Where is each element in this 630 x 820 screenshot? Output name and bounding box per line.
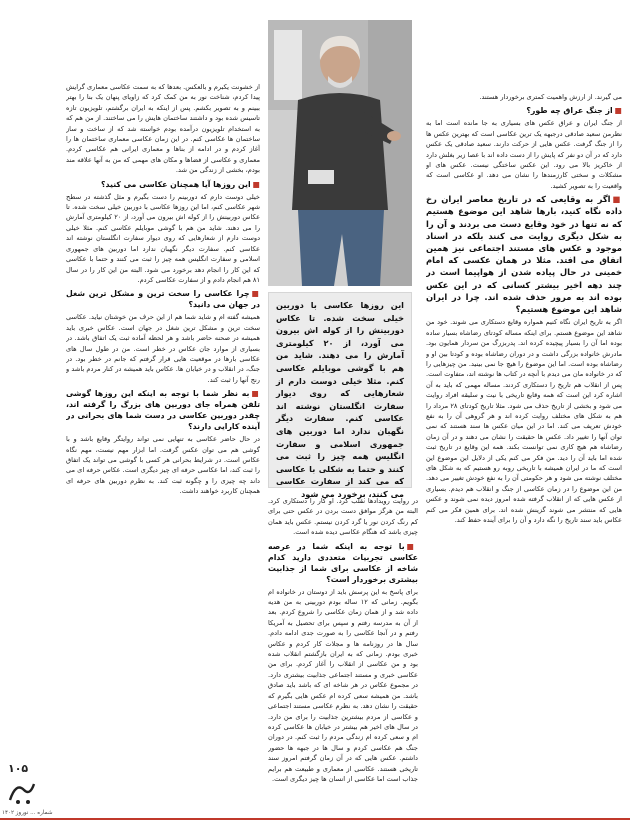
question-heading: ■با توجه به اینکه شما در عرصه عکاسی تجربیات متعددی دارید کدام شاخه از عکاسی برای شما از جذابیت بیشتری برخوردار است؟ (268, 541, 418, 584)
magazine-logo-icon (6, 776, 38, 808)
portrait-photo (268, 20, 412, 286)
paragraph: از جنگ ایران و عراق عکس های بسیاری به جا مانده است اما به نظرمن سعید صادقی درجبهه یک ترین عکاسی است که بهترین عکس ها را از جنگ گرفت. عکس هایی از حرکت دارند. سعید صادقی یک عکس دارد که در آن دو نفر که پایش را از دست داده اند با عصا زیر بغلش دارد از خاکریز بالا می رود. این عکس ساختگی نیست. عکس های او مشکلات و سختی کارزمندها را نشان می دهد. او عکاسی است که واقعیت را به تصویر کشید. (426, 119, 622, 190)
paragraph: خیلی دوست دارم که دوربینم را دست بگیرم و مثل گذشته در سطح شهر عکاسی کنم، اما این روزها عکاسی با دوربین خیلی سخت شده. تا عکاس دوربینش را از کوله اش بیرون می آورد، از ۲۰ کیلومتری آمارش را می دهند. شاید من هم با گوشی موبایلم عکاسی کنم. مثلا خیلی دوست دارم از شعارهایی که روی دیوار سفارت انگلستان نوشته اند عکاسی کنم. سفارت دیگر نگهبان ندارد اما دوربین های جمهوری اسلامی و سفارت انگلیس همه چیز را ثبت می کنند و حتما با عکاسی که این کار را انجام دهد برخورد می شود. البته من این کار را در سال ۸۱ هم انجام دادم و از سفارت عکاسی کردم. (66, 192, 260, 284)
portrait-image (268, 20, 412, 286)
paragraph: در روایت رویدادها نقلب کرد. او کار را دستکاری کرد. البته من هرگز موافق دست بردن در عکس حتی برای کم رنگ کردن نور یا گرد کردن نیستم. عکس باید همان چیزی باشد که هنگام عکاسی دیده شده است. (268, 497, 418, 537)
bullet-square-icon: ■ (252, 179, 260, 189)
bullet-square-icon: ■ (251, 389, 260, 399)
paragraph: همیشه گفته ام و شاید شما هم از این حرف من خوشتان نیاید. عکاسی سخت ترین و مشکل ترین شغل در جهان است. عکاس خبری باید همیشه در صحنه حاضر باشد و هر لحظه آماده ثبت یک اتفاق باشد. در بسیاری از موارد جان عکاس در خطر است. من در طول سال های عکاسی بارها در موقعیت هایی قرار گرفتم که جانم در خطر بود. در جنگ، در انقلاب و در خیابان ها. عکاس باید همیشه در کنار مردم باشد و رنج آنها را ثبت کند. (66, 313, 260, 384)
lead-question: ■اگر به وقایعی که در تاریخ معاصر ایران رخ داده نگاه کنید، بارها شاهد این موضوع هستیم که نه تنها در خود وقایع دست می بردند و آن را به شکل دیگری روایت می کنند بلکه در اسناد موجود و عکس های مستند اجتماعی نیز همین اتفاق می افتد. مثلا در همان عکسی که امام خمینی در حال پیاده شدن از هواپیما است در چند دهه اخیر بیشتر کسانی که در این عکس بوده اند به مرور حذف شده اند. چرا در ایران شاهد این موضوع هستیم؟ (426, 194, 622, 315)
bullet-square-icon: ■ (612, 194, 622, 205)
bullet-square-icon: ■ (406, 541, 418, 551)
pull-quote: این روزها عکاسی با دوربین خیلی سخت شده. تا عکاس دوربینش را از کوله اش بیرون می آورد، از ۲۰ کیلومتری آمارش را می دهند. شاید من هم با گوشی موبایلم عکاسی کنم. مثلا خیلی دوست دارم از شعارهایی که روی دیوار سفارت انگلستان نوشته اند عکاسی کنم. سفارت دیگر نگهبان ندارد اما دوربین های جمهوری اسلامی و سفارت انگلیس همه چیز را ثبت می کنند و حتما به شکلی با عکاسی که می کند از سفارت عکاسی می کنند، برخورد می شود (268, 292, 412, 488)
question-heading: ■به نظر شما با توجه به اینکه این روزها گوشی تلفن همراه جای دوربین های بزرگ را گرفته اند، چقدر دوربین عکاسی در دست شما های بحرانی در آینده کارایی دارند؟ (66, 389, 260, 432)
question-heading: ■چرا عکاسی را سخت ترین و مشکل ترین شغل در جهان می دانید؟ (66, 289, 260, 310)
page-number: ۱۰۵ (8, 762, 29, 775)
issue-label: شماره ... نوروز ۱۴۰۲ (2, 810, 53, 816)
column-left (66, 82, 260, 812)
paragraph: برای پاسخ به این پرسش باید از دوستان در خانواده ام بگویم. زمانی که ۱۲ ساله بودم دوربینی به من هدیه داده شد و از همان زمان عکاسی را شروع کردم. بعد از آن به مدرسه رفتم و سپس برای تحصیل به آمریکا رفتم و در آنجا عکاسی را به صورت جدی ادامه دادم. سال ها در روزنامه ها و مجلات کار کردم و عکاس خبری بودم. زمانی که به ایران بازگشتم انقلاب شده بود و من عکاسی از انقلاب را آغاز کردم. برای من عکاسی خبری و مستند اجتماعی جذابیت بیشتری دارد. در مجموع عکاس در هر شاخه ای که باشد باید صادق باشد. من همیشه سعی کرده ام عکس هایی بگیرم که حقیقت را نشان دهد. به نظرم عکاسی مستند اجتماعی و عکاسی از مردم بیشترین جذابیت را برای من دارد. در سال های اخیر هم بیشتر در خیابان ها عکاسی کرده ام و سعی کرده ام زندگی مردم را ثبت کنم. در دوران جنگ هم عکاسی کردم و سال ها در جبهه ها حضور داشتم. عکس هایی که در آن زمان گرفتم امروز سند تاریخی هستند. عکاسی از معماری و طبیعت هم برایم جذاب است اما عکاسی از انسان ها چیز دیگری است. (268, 587, 418, 783)
question-heading: ■این روزها آیا همچنان عکاسی می کنید؟ (101, 179, 260, 189)
paragraph: اگر به تاریخ ایران نگاه کنیم همواره وقایع دستکاری می شوند. خود من شاهد این موضوع هستم. برای اینکه مساله کودتای رضاشاه بسیار ساده بوده اما آن را بسیار پیچیده کرده اند. پدربزرگ من سردار همایون بود. مادرش خانواده بزرگی داشت و در دوران رضاشاه بوده و کودتا بین او و رضاشاه بوده است. اما این موضوع را هیچ جا نمی بینید. من چیزهایی را که در خانواده مان می دیدم با آنچه در کتاب ها نوشته اند، متفاوت است. پس از انقلاب هم تاریخ را دستکاری کردند. مساله مهمی که باید به آن اشاره کرد این است که همه وقایع تاریخی با نیت و سلیقه افراد روایت می شود و بخشی از تاریخ حذف می شود. مثلا تاریخ کودتای ۲۸ مرداد را هم به شکل های مختلف روایت کرده اند و هر گروهی آن را به نفع خودش تعریف می کند. اما در این میان عکس ها سند هستند که نمی توان آنها را تغییر داد. عکس ها حقیقت را نشان می دهند و در آن زمان رضاشاه هم هیچ کاری نمی توانست بکند. همه این وقایع در تاریخ ثبت شده اما باید آن را دید. من فکر می کنم یکی از دلایل این موضوع این است که ما در ایران همیشه با تاریخی روبه رو هستیم که به شکل های مختلف نوشته می شود و هر حکومتی آن را به نفع خودش تغییر می دهد. من این موضوع را در زمان عکاسی از جنگ و انقلاب هم دیدم. بسیاری از عکس هایی که از انقلاب گرفته شده امروز دیده نمی شوند و عکس هایی که منتشر می شوند گزینش شده اند. برای همین فکر می کنم عکاس باید سند تاریخ را نگه دارد و آن را برای آینده حفظ کند. (426, 318, 622, 524)
question-heading: ■از جنگ عراق چه طور؟ (526, 106, 622, 116)
paragraph: از خشونت یکبرم و بالعکس. بعدها که به سمت عکاسی معماری گرایش پیدا کردم، شناخت نور به من کمک کرد که زاویای پنهان یک بنا را بهتر ببینم و به تصویر بکشم. پس از اینکه به ایران برگشتم، تلویزیون تازه تاسیس شده بود و داشتند ساختمان هایش را می ساختند. از من هم که به استخدام تلویزیون درآمده بودم خواسته شد که از ساخت و ساز ساختمان ها عکاسی کنم. در این زمان عکاسی معماری ساختمان ها را آغاز کردم و در ادامه از بناها و معماری ایرانی هم عکاسی کردم. معماری و عکاسی از فضاها و مکان های مهمی که من به آنها علاقه مند بودم، بخشی از زندگی من شد. (66, 83, 260, 175)
page-footer-sidebar (0, 760, 52, 820)
column-middle (268, 496, 418, 814)
bullet-square-icon: ■ (614, 106, 622, 116)
column-right (426, 92, 622, 812)
paragraph: در حال حاضر عکاسی به تنهایی نمی تواند روایتگر وقایع باشد و با گوشی هم می توان عکس گرفت. اما ابزار مهم نیست، مهم نگاه عکاس است. در شرایط بحرانی هر کسی با گوشی می تواند یک اتفاق را ثبت کند، اما عکاسی حرفه ای چیز دیگری است. عکاس حرفه ای می داند چه چیزی را و چگونه ثبت کند. به نظرم دوربین های حرفه ای همچنان کاربرد خواهند داشت. (66, 435, 260, 496)
bullet-square-icon: ■ (251, 289, 260, 299)
paragraph: می گیرند. از ارزش واهمیت کمتری برخوردار هستند. (479, 93, 622, 101)
